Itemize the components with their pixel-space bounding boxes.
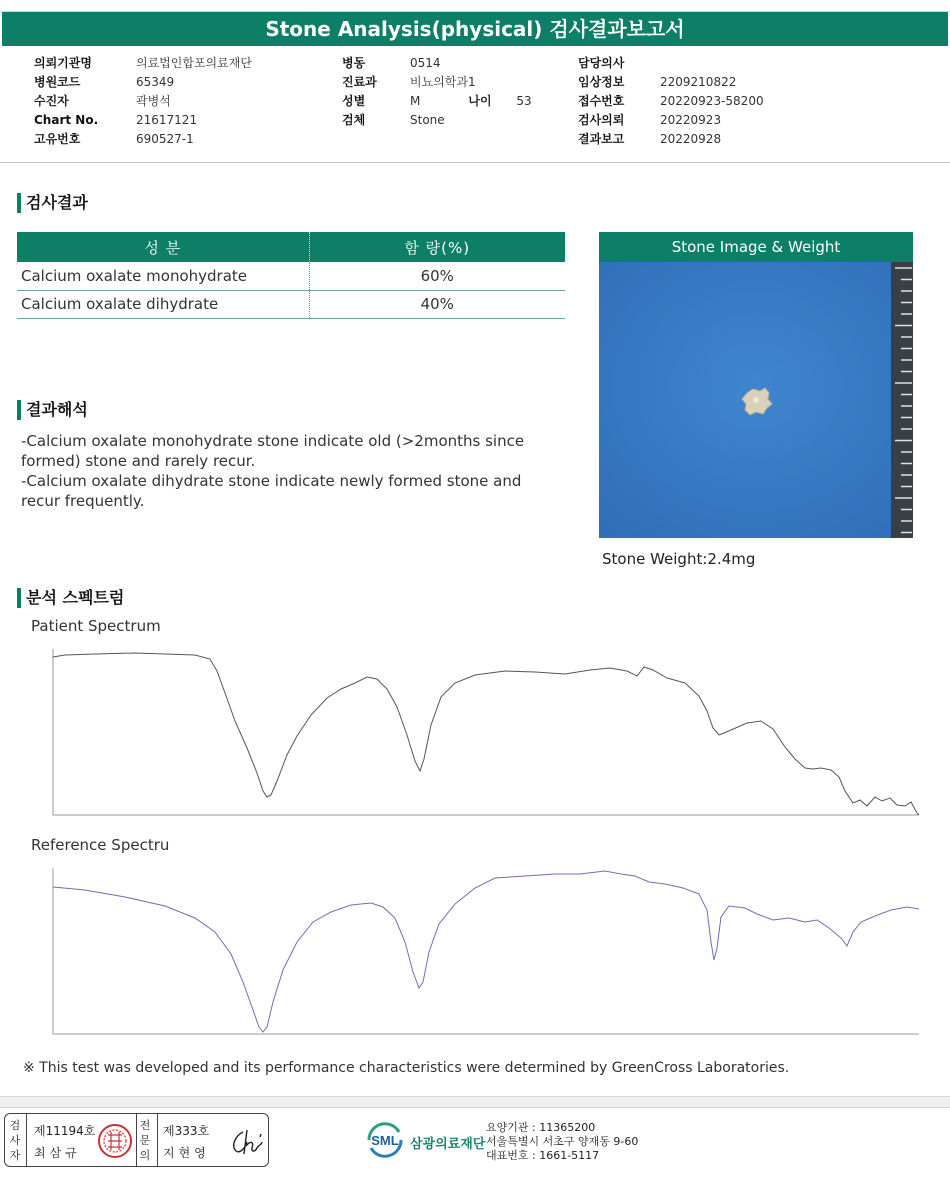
interpretation-heading: 결과해석: [17, 399, 88, 421]
info-value: 65349: [136, 75, 175, 89]
info-value: M: [410, 94, 421, 108]
table-row: [17, 262, 565, 290]
info-row-department: [342, 73, 532, 92]
patient-info-column-3: [578, 54, 764, 149]
handwritten-signature: [227, 1124, 267, 1160]
signature-divider: [26, 1114, 27, 1166]
spectrum-heading: 분석 스펙트럼: [17, 587, 124, 609]
care-institution-code: 요양기관 : 11365200: [486, 1121, 596, 1134]
info-label: 의뢰기관명: [34, 56, 92, 70]
info-row-request-date: [578, 111, 764, 130]
interpretation-text: [21, 431, 551, 511]
info-row-ward: [342, 54, 532, 73]
patient-info-column-1: [34, 54, 252, 149]
info-value: 의료법인합포의료재단: [136, 56, 252, 70]
logo-text: SML: [371, 1133, 399, 1148]
stone-weight: Stone Weight:2.4mg: [602, 550, 756, 568]
age-label: 나이: [468, 94, 492, 108]
info-row-report-date: [578, 130, 764, 149]
info-row-institution: [34, 54, 252, 73]
tester-number: 제11194호: [34, 1124, 96, 1138]
info-label: 임상정보: [578, 75, 625, 89]
component-cell: Calcium oxalate monohydrate: [17, 262, 309, 290]
info-label: 결과보고: [578, 132, 625, 146]
info-label: 병동: [342, 56, 366, 70]
signature-box: [4, 1113, 269, 1167]
info-value: 20220923: [660, 113, 722, 127]
info-value: 2209210822: [660, 75, 737, 89]
info-label: 검사의뢰: [578, 113, 625, 127]
info-label: 접수번호: [578, 94, 625, 108]
info-label: 진료과: [342, 75, 377, 89]
info-label: 검체: [342, 113, 366, 127]
specialist-tag: 전문의: [139, 1119, 151, 1162]
interpretation-line: -Calcium oxalate monohydrate stone indicate old (>2months since formed) stone and rarely recur.: [21, 432, 525, 470]
info-value: 21617121: [136, 113, 198, 127]
info-row-hospital-code: [34, 73, 252, 92]
info-value: 20220923-58200: [660, 94, 764, 108]
reference-spectrum-line: [53, 871, 919, 1032]
info-label: 병원코드: [34, 75, 81, 89]
info-value: 690527-1: [136, 132, 194, 146]
sml-logo: [365, 1120, 405, 1160]
info-label: 담당의사: [578, 56, 625, 70]
component-cell: Calcium oxalate dihydrate: [17, 290, 309, 318]
specialist-name: 지현영: [163, 1146, 210, 1160]
info-label: Chart No.: [34, 113, 99, 127]
info-row-unique-id: [34, 130, 252, 149]
stone-image-heading: Stone Image & Weight: [599, 232, 913, 262]
report-title: Stone Analysis(physical) 검사결과보고서: [2, 12, 948, 46]
top-band: [0, 0, 950, 12]
reference-spectrum-label: Reference Spectru: [31, 836, 170, 854]
tester-tag: 검사자: [9, 1119, 21, 1162]
tester-name: 최삼규: [34, 1146, 81, 1160]
red-seal-stamp: [97, 1123, 133, 1159]
phone-number: 대표번호 : 1661-5117: [486, 1149, 600, 1162]
info-row-clinical-info: [578, 73, 764, 92]
organization-address: [486, 1121, 638, 1163]
amount-column-header: 함 량(%): [309, 232, 565, 262]
results-table: [17, 232, 565, 319]
info-row-doctor: [578, 54, 764, 73]
info-row-sex-age: [342, 92, 532, 111]
results-heading: 검사결과: [17, 192, 88, 214]
patient-spectrum-line: [53, 653, 919, 815]
bottom-band: [0, 1096, 950, 1108]
info-label: 수진자: [34, 94, 69, 108]
info-value: 곽병석: [136, 94, 171, 108]
info-value: 20220928: [660, 132, 722, 146]
patient-spectrum-label: Patient Spectrum: [31, 617, 161, 635]
component-column-header: 성 분: [17, 232, 309, 262]
info-row-patient: [34, 92, 252, 111]
info-divider: [0, 162, 950, 163]
results-header-row: [17, 232, 565, 262]
interpretation-line: -Calcium oxalate dihydrate stone indicate newly formed stone and recur frequently.: [21, 472, 522, 510]
patient-spectrum-plot: [35, 643, 925, 829]
stone-photo: [599, 262, 913, 538]
info-value: Stone: [410, 113, 445, 127]
info-row-chart-no: [34, 111, 252, 130]
age-value: 53: [516, 94, 532, 108]
info-value: 비뇨의학과1: [410, 75, 476, 89]
footnote: ※ This test was developed and its performance characteristics were determined by GreenCross Laboratories.: [23, 1060, 790, 1076]
info-row-receipt-no: [578, 92, 764, 111]
table-row: [17, 290, 565, 318]
amount-cell: 60%: [309, 262, 565, 290]
specialist-number: 제333호: [163, 1124, 210, 1138]
reference-spectrum-plot: [35, 862, 925, 1048]
ruler-strip: [891, 262, 913, 538]
organization-name: 삼광의료재단: [410, 1137, 486, 1152]
amount-cell: 40%: [309, 290, 565, 318]
signature-divider: [157, 1114, 158, 1166]
info-label: 성별: [342, 94, 366, 108]
info-row-specimen: [342, 111, 532, 130]
street-address: 서울특별시 서초구 양재동 9-60: [486, 1135, 639, 1148]
patient-info-column-2: [342, 54, 532, 130]
signature-divider: [136, 1114, 137, 1166]
info-label: 고유번호: [34, 132, 81, 146]
info-value: 0514: [410, 56, 441, 70]
